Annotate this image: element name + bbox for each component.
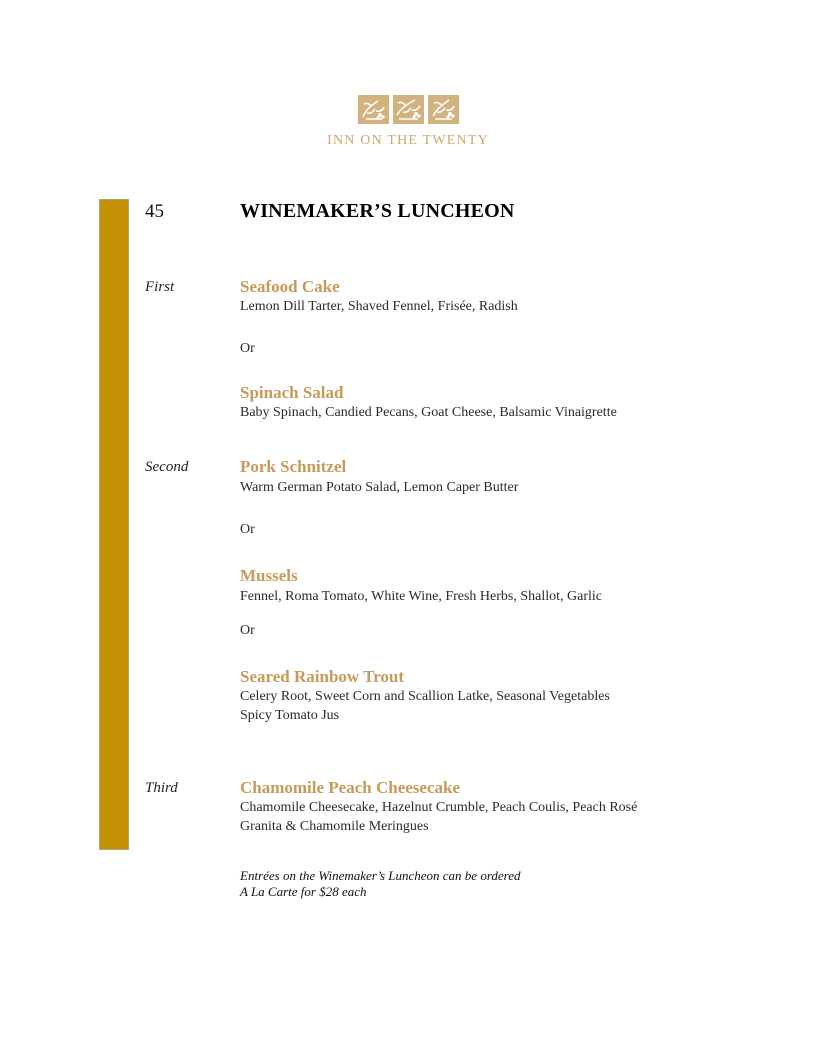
- logo-tiles: [358, 95, 459, 124]
- grape-leaf-tile-icon: [393, 95, 424, 124]
- accent-side-bar: [99, 199, 129, 850]
- a-la-carte-note: [240, 868, 521, 900]
- dish-name: Seafood Cake: [240, 277, 340, 296]
- dish-name: Spinach Salad: [240, 383, 344, 402]
- menu-title: WINEMAKER’S LUNCHEON: [240, 200, 515, 222]
- or-separator: Or: [240, 522, 255, 537]
- dish-description: Fennel, Roma Tomato, White Wine, Fresh Herbs, Shallot, Garlic: [240, 589, 603, 604]
- dish-description: Celery Root, Sweet Corn and Scallion Latke, Seasonal Vegetables: [240, 689, 610, 704]
- dish-name: Mussels: [240, 566, 298, 585]
- note-line: A La Carte for $28 each: [240, 884, 367, 899]
- course-label-third: Third: [145, 780, 178, 796]
- grape-leaf-tile-icon: [358, 95, 389, 124]
- dish-description: Warm German Potato Salad, Lemon Caper Butter: [240, 480, 519, 495]
- grape-leaf-tile-icon: [428, 95, 459, 124]
- menu-price: 45: [145, 201, 164, 222]
- brand-name: INN ON THE TWENTY: [327, 133, 489, 148]
- course-label-second: Second: [145, 459, 189, 475]
- dish-name: Chamomile Peach Cheesecake: [240, 778, 461, 797]
- or-separator: Or: [240, 623, 255, 638]
- dish-name: Pork Schnitzel: [240, 457, 347, 476]
- dish-description: Granita & Chamomile Meringues: [240, 819, 429, 834]
- dish-description: Spicy Tomato Jus: [240, 708, 340, 723]
- dish-name: Seared Rainbow Trout: [240, 667, 405, 686]
- dish-description: Chamomile Cheesecake, Hazelnut Crumble, Peach Coulis, Peach Rosé: [240, 800, 638, 815]
- dish-description: Lemon Dill Tarter, Shaved Fennel, Frisée, Radish: [240, 299, 518, 314]
- course-label-first: First: [145, 279, 175, 295]
- inn-logo: [0, 95, 816, 149]
- dish-description: Baby Spinach, Candied Pecans, Goat Cheese, Balsamic Vinaigrette: [240, 405, 617, 420]
- note-line: Entrées on the Winemaker’s Luncheon can be ordered: [240, 868, 521, 883]
- or-separator: Or: [240, 341, 255, 356]
